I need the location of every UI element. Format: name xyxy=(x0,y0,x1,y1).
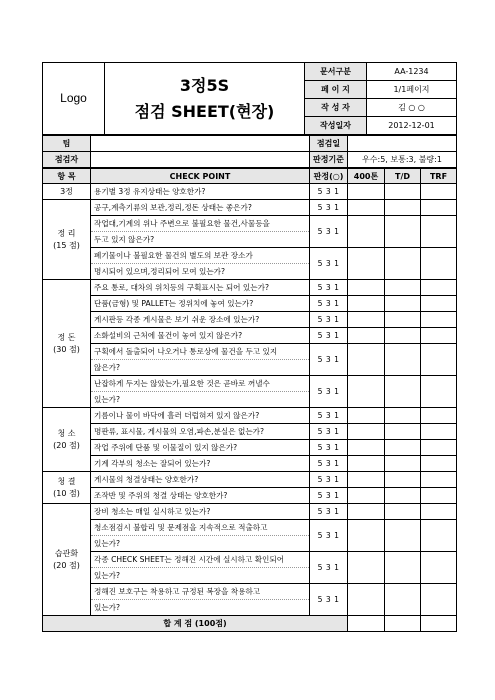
result-cell-td[interactable] xyxy=(385,376,421,408)
table-row xyxy=(43,456,457,472)
result-cell-400ton[interactable] xyxy=(348,200,385,216)
result-cell-td[interactable] xyxy=(385,552,421,584)
result-cell-td[interactable] xyxy=(385,216,421,248)
result-cell-trf[interactable] xyxy=(421,584,457,616)
result-cell-trf[interactable] xyxy=(421,184,457,200)
result-cell-td[interactable] xyxy=(385,504,421,520)
judgement-score[interactable]: 5 3 1 xyxy=(310,328,348,344)
table-row xyxy=(43,424,457,440)
result-cell-trf[interactable] xyxy=(421,440,457,456)
check-item-text: 소화설비의 근처에 물건이 놓여 있지 않은가? xyxy=(91,328,310,344)
result-cell-400ton[interactable] xyxy=(348,216,385,248)
table-row xyxy=(43,200,457,216)
col-judgement: 판정(○) xyxy=(310,168,348,184)
result-cell-trf[interactable] xyxy=(421,200,457,216)
table-row xyxy=(43,248,457,264)
result-cell-td[interactable] xyxy=(385,344,421,376)
category-cell xyxy=(43,280,91,408)
result-cell-400ton[interactable] xyxy=(348,520,385,552)
category-points: (30 점) xyxy=(53,344,80,354)
checklist-table xyxy=(42,134,457,632)
page-title xyxy=(105,63,305,135)
judgement-score[interactable]: 5 3 1 xyxy=(310,456,348,472)
check-item-text: 기계 각부의 청소는 잘되어 있는가? xyxy=(91,456,310,472)
check-item-text: 장비 청소는 매일 실시하고 있는가? xyxy=(91,504,310,520)
total-cell-400ton[interactable] xyxy=(348,616,385,632)
result-cell-400ton[interactable] xyxy=(348,184,385,200)
result-cell-td[interactable] xyxy=(385,248,421,280)
result-cell-400ton[interactable] xyxy=(348,456,385,472)
table-row xyxy=(43,440,457,456)
table-row xyxy=(43,584,457,600)
total-label: 합 계 점 (100점) xyxy=(43,616,348,632)
check-item-text: 게시물의 청결상태는 양호한가? xyxy=(91,472,310,488)
check-item-text: 두고 있지 않은가? xyxy=(91,232,310,248)
check-item-text: 난잡하게 두지는 않았는가,필요한 것은 곧바로 꺼낼수 xyxy=(91,376,310,392)
category-points: (10 점) xyxy=(53,488,80,498)
result-cell-400ton[interactable] xyxy=(348,280,385,296)
total-cell-td[interactable] xyxy=(385,616,421,632)
inspect-date-label: 점검일 xyxy=(310,135,348,152)
col-category: 항 목 xyxy=(43,168,91,184)
table-row xyxy=(43,520,457,536)
check-item-text: 공구,계측기류의 보관,정리,정돈 상태는 좋은가? xyxy=(91,200,310,216)
inspector-label: 점검자 xyxy=(43,152,91,169)
check-item-text: 조작반 및 주위의 청결 상태는 양호한가? xyxy=(91,488,310,504)
result-cell-td[interactable] xyxy=(385,440,421,456)
judgement-score[interactable]: 5 3 1 xyxy=(310,504,348,520)
result-cell-400ton[interactable] xyxy=(348,552,385,584)
result-cell-trf[interactable] xyxy=(421,216,457,248)
judgement-score[interactable]: 5 3 1 xyxy=(310,312,348,328)
judgement-score[interactable]: 5 3 1 xyxy=(310,472,348,488)
table-row xyxy=(43,488,457,504)
doc-type-label: 문서구분 xyxy=(305,63,367,81)
table-row xyxy=(43,296,457,312)
doc-type-value: AA-1234 xyxy=(367,63,457,81)
check-item-text: 명판류, 표시물, 게시물의 오염,파손,분실은 없는가? xyxy=(91,424,310,440)
result-cell-trf[interactable] xyxy=(421,376,457,408)
result-cell-td[interactable] xyxy=(385,472,421,488)
result-cell-trf[interactable] xyxy=(421,456,457,472)
check-item-text: 명시되어 있으며,정리되어 모여 있는가? xyxy=(91,264,310,280)
category-cell xyxy=(43,184,91,200)
check-item-text: 있는가? xyxy=(91,392,310,408)
result-cell-trf[interactable] xyxy=(421,248,457,280)
category-cell xyxy=(43,472,91,504)
category-cell xyxy=(43,408,91,472)
check-item-text: 않은가? xyxy=(91,360,310,376)
category-points: (15 점) xyxy=(53,240,80,250)
judgement-score[interactable]: 5 3 1 xyxy=(310,408,348,424)
result-cell-trf[interactable] xyxy=(421,504,457,520)
judgement-score[interactable]: 5 3 1 xyxy=(310,216,348,248)
category-points: (20 점) xyxy=(53,440,80,450)
judgement-score[interactable]: 5 3 1 xyxy=(310,248,348,280)
result-cell-400ton[interactable] xyxy=(348,312,385,328)
result-cell-trf[interactable] xyxy=(421,552,457,584)
page-value: 1/1페이지 xyxy=(367,81,457,99)
result-cell-td[interactable] xyxy=(385,456,421,472)
col-400ton: 400톤 xyxy=(348,168,385,184)
result-cell-400ton[interactable] xyxy=(348,344,385,376)
header-table xyxy=(42,62,457,135)
check-item-text: 폐기물이나 불필요한 물건의 별도의 보관 장소가 xyxy=(91,248,310,264)
judgement-score[interactable]: 5 3 1 xyxy=(310,440,348,456)
judgement-score[interactable]: 5 3 1 xyxy=(310,520,348,552)
table-row xyxy=(43,184,457,200)
check-item-text: 있는가? xyxy=(91,536,310,552)
judgement-score[interactable]: 5 3 1 xyxy=(310,488,348,504)
result-cell-400ton[interactable] xyxy=(348,408,385,424)
table-row xyxy=(43,408,457,424)
check-item-text: 작업 주위에 단품 및 이물질이 있지 않은가? xyxy=(91,440,310,456)
judgement-score[interactable]: 5 3 1 xyxy=(310,424,348,440)
result-cell-td[interactable] xyxy=(385,312,421,328)
category-name: 정 돈 xyxy=(57,332,76,342)
table-row xyxy=(43,376,457,392)
result-cell-400ton[interactable] xyxy=(348,472,385,488)
date-value: 2012-12-01 xyxy=(367,117,457,135)
judgement-score[interactable]: 5 3 1 xyxy=(310,552,348,584)
category-points: (20 점) xyxy=(53,560,80,570)
check-item-text: 용기별 3정 유지상태는 양호한가? xyxy=(91,184,310,200)
table-row xyxy=(43,312,457,328)
result-cell-td[interactable] xyxy=(385,200,421,216)
check-item-text: 각종 CHECK SHEET는 정해진 시간에 실시하고 확인되어 xyxy=(91,552,310,568)
col-trf: TRF xyxy=(421,168,457,184)
table-row xyxy=(43,216,457,232)
result-cell-td[interactable] xyxy=(385,488,421,504)
category-name: 정 리 xyxy=(57,228,76,238)
result-cell-td[interactable] xyxy=(385,184,421,200)
category-cell xyxy=(43,504,91,616)
title-line-1: 3정5S xyxy=(179,75,230,95)
criteria-label: 판정기준 xyxy=(310,152,348,169)
category-name: 3정 xyxy=(60,186,73,196)
inspector-field[interactable] xyxy=(91,152,310,169)
inspection-sheet xyxy=(42,62,456,632)
result-cell-trf[interactable] xyxy=(421,344,457,376)
category-cell xyxy=(43,200,91,280)
check-item-text: 게시판등 각종 게시물은 보기 쉬운 장소에 있는가? xyxy=(91,312,310,328)
result-cell-td[interactable] xyxy=(385,328,421,344)
date-label: 작성일자 xyxy=(305,117,367,135)
result-cell-400ton[interactable] xyxy=(348,440,385,456)
title-line-2: 점검 SHEET(현장) xyxy=(134,101,275,121)
team-field[interactable] xyxy=(91,135,310,152)
check-item-text: 있는가? xyxy=(91,568,310,584)
check-item-text: 주요 통로, 대차의 위치등의 구획표시는 되어 있는가? xyxy=(91,280,310,296)
result-cell-trf[interactable] xyxy=(421,328,457,344)
total-row xyxy=(43,616,457,632)
check-item-text: 정해진 보호구는 착용하고 규정된 복장을 착용하고 xyxy=(91,584,310,600)
category-name: 청 결 xyxy=(57,476,76,486)
result-cell-td[interactable] xyxy=(385,280,421,296)
result-cell-td[interactable] xyxy=(385,424,421,440)
result-cell-400ton[interactable] xyxy=(348,376,385,408)
col-td: T/D xyxy=(385,168,421,184)
judgement-score[interactable]: 5 3 1 xyxy=(310,280,348,296)
result-cell-400ton[interactable] xyxy=(348,424,385,440)
author-label: 작 성 자 xyxy=(305,99,367,117)
category-name: 청 소 xyxy=(57,428,76,438)
result-cell-trf[interactable] xyxy=(421,312,457,328)
result-cell-trf[interactable] xyxy=(421,296,457,312)
check-item-text: 있는가? xyxy=(91,600,310,616)
result-cell-td[interactable] xyxy=(385,296,421,312)
category-name: 습관화 xyxy=(54,548,79,558)
check-item-text: 기름이나 물이 바닥에 흘러 더럽혀져 있지 않은가? xyxy=(91,408,310,424)
check-item-text: 구획에서 돌출되어 나오거나 통로상에 물건을 두고 있지 xyxy=(91,344,310,360)
inspect-date-field[interactable] xyxy=(348,135,457,152)
logo: Logo xyxy=(43,63,105,135)
check-item-text: 청소점검시 불합리 및 문제점을 지속적으로 적출하고 xyxy=(91,520,310,536)
check-item-text: 작업대,기계의 위나 주변으로 불필요한 물건,사물등을 xyxy=(91,216,310,232)
result-cell-400ton[interactable] xyxy=(348,248,385,280)
criteria-value: 우수:5, 보통:3, 불량:1 xyxy=(348,152,457,169)
result-cell-400ton[interactable] xyxy=(348,296,385,312)
result-cell-400ton[interactable] xyxy=(348,584,385,616)
result-cell-trf[interactable] xyxy=(421,520,457,552)
result-cell-400ton[interactable] xyxy=(348,488,385,504)
judgement-score[interactable]: 5 3 1 xyxy=(310,376,348,408)
judgement-score[interactable]: 5 3 1 xyxy=(310,584,348,616)
result-cell-td[interactable] xyxy=(385,584,421,616)
judgement-score[interactable]: 5 3 1 xyxy=(310,344,348,376)
result-cell-trf[interactable] xyxy=(421,408,457,424)
judgement-score[interactable]: 5 3 1 xyxy=(310,296,348,312)
table-row xyxy=(43,344,457,360)
judgement-score[interactable]: 5 3 1 xyxy=(310,184,348,200)
page-label: 페 이 지 xyxy=(305,81,367,99)
result-cell-400ton[interactable] xyxy=(348,328,385,344)
table-row xyxy=(43,328,457,344)
judgement-score[interactable]: 5 3 1 xyxy=(310,200,348,216)
result-cell-trf[interactable] xyxy=(421,472,457,488)
result-cell-td[interactable] xyxy=(385,408,421,424)
total-cell-trf[interactable] xyxy=(421,616,457,632)
result-cell-trf[interactable] xyxy=(421,280,457,296)
author-value: 김 ○ ○ xyxy=(367,99,457,117)
result-cell-td[interactable] xyxy=(385,520,421,552)
team-label: 팀 xyxy=(43,135,91,152)
result-cell-trf[interactable] xyxy=(421,488,457,504)
col-check-point: CHECK POINT xyxy=(91,168,310,184)
table-row xyxy=(43,280,457,296)
result-cell-400ton[interactable] xyxy=(348,504,385,520)
check-item-text: 단품(금형) 및 PALLET는 정위치에 놓여 있는가? xyxy=(91,296,310,312)
table-row xyxy=(43,552,457,568)
result-cell-trf[interactable] xyxy=(421,424,457,440)
table-row xyxy=(43,472,457,488)
table-row xyxy=(43,504,457,520)
